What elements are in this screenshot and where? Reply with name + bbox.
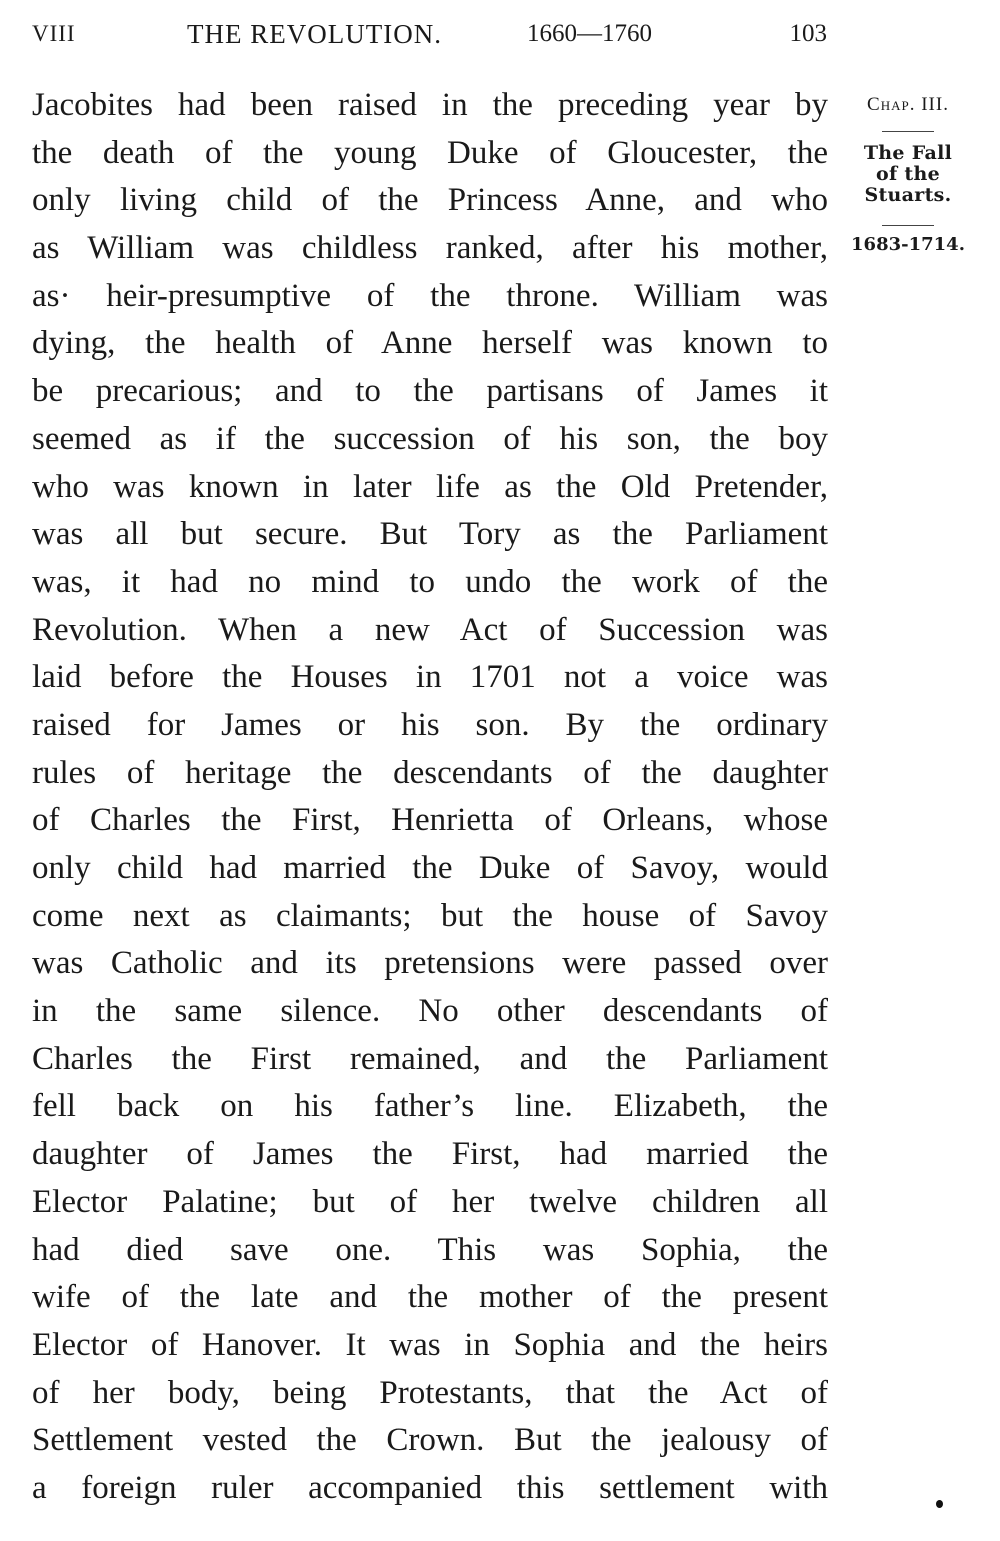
- text-line: the death of the young Duke of Gloucester, the: [32, 134, 828, 171]
- margin-subject-line: of the: [876, 163, 940, 185]
- text-line: raised for James or his son. By the ordinary: [32, 706, 828, 743]
- margin-years-note: 1683-1714.: [851, 234, 965, 255]
- header-title: THE REVOLUTION.: [187, 19, 442, 49]
- text-line: Jacobites had been raised in the preceding year by: [32, 87, 828, 123]
- text-line: laid before the Houses in 1701 not a voice was: [32, 659, 828, 696]
- margin-rule: [882, 131, 934, 132]
- margin-rule: [882, 225, 934, 226]
- text-line: was, it had no mind to undo the work of the: [32, 563, 828, 600]
- text-line: was Catholic and its pretensions were passed over: [32, 945, 828, 982]
- body-text: [32, 82, 828, 1513]
- header-section-number: VIII: [32, 21, 76, 46]
- margin-subject-note: [846, 143, 970, 206]
- text-line: in the same silence. No other descendants of: [32, 993, 828, 1030]
- text-line: Elector Palatine; but of her twelve children all: [32, 1183, 828, 1220]
- text-line: of Charles the First, Henrietta of Orleans, whose: [32, 802, 828, 839]
- text-line: who was known in later life as the Old Pretender,: [32, 468, 828, 505]
- running-header: [32, 14, 827, 54]
- text-line: wife of the late and the mother of the present: [32, 1279, 828, 1316]
- text-line: a foreign ruler accompanied this settlement with: [32, 1469, 828, 1506]
- text-line: Charles the First remained, and the Parliament: [32, 1040, 828, 1077]
- text-line: Settlement vested the Crown. But the jealousy of: [32, 1422, 828, 1459]
- text-line: seemed as if the succession of his son, the boy: [32, 420, 828, 457]
- text-line: of her body, being Protestants, that the Act of: [32, 1374, 828, 1411]
- text-line: as· heir-presumptive of the throne. William was: [32, 277, 828, 314]
- text-line: as William was childless ranked, after his mother,: [32, 230, 828, 267]
- margin-subject-line: Stuarts.: [864, 184, 952, 206]
- text-line: rules of heritage the descendants of the daughter: [32, 754, 828, 791]
- text-line: dying, the health of Anne herself was known to: [32, 325, 828, 362]
- text-line: come next as claimants; but the house of Savoy: [32, 897, 828, 934]
- text-line: only living child of the Princess Anne, and who: [32, 182, 828, 219]
- text-line: Revolution. When a new Act of Succession was: [32, 611, 828, 648]
- margin-subject-line: The Fall: [863, 142, 953, 164]
- text-line: had died save one. This was Sophia, the: [32, 1231, 828, 1268]
- text-line: only child had married the Duke of Savoy, would: [32, 850, 828, 886]
- ink-speck: [936, 1500, 943, 1508]
- page-number: 103: [789, 20, 827, 47]
- margin-chapter-note: Chap. III.: [867, 94, 949, 115]
- text-line: Elector of Hanover. It was in Sophia and the heirs: [32, 1326, 828, 1363]
- text-line: was all but secure. But Tory as the Parliament: [32, 516, 828, 553]
- text-line: fell back on his father’s line. Elizabeth, the: [32, 1088, 828, 1125]
- text-line: daughter of James the First, had married the: [32, 1136, 828, 1173]
- text-line: be precarious; and to the partisans of James it: [32, 373, 828, 410]
- header-years: 1660—1760: [527, 20, 652, 47]
